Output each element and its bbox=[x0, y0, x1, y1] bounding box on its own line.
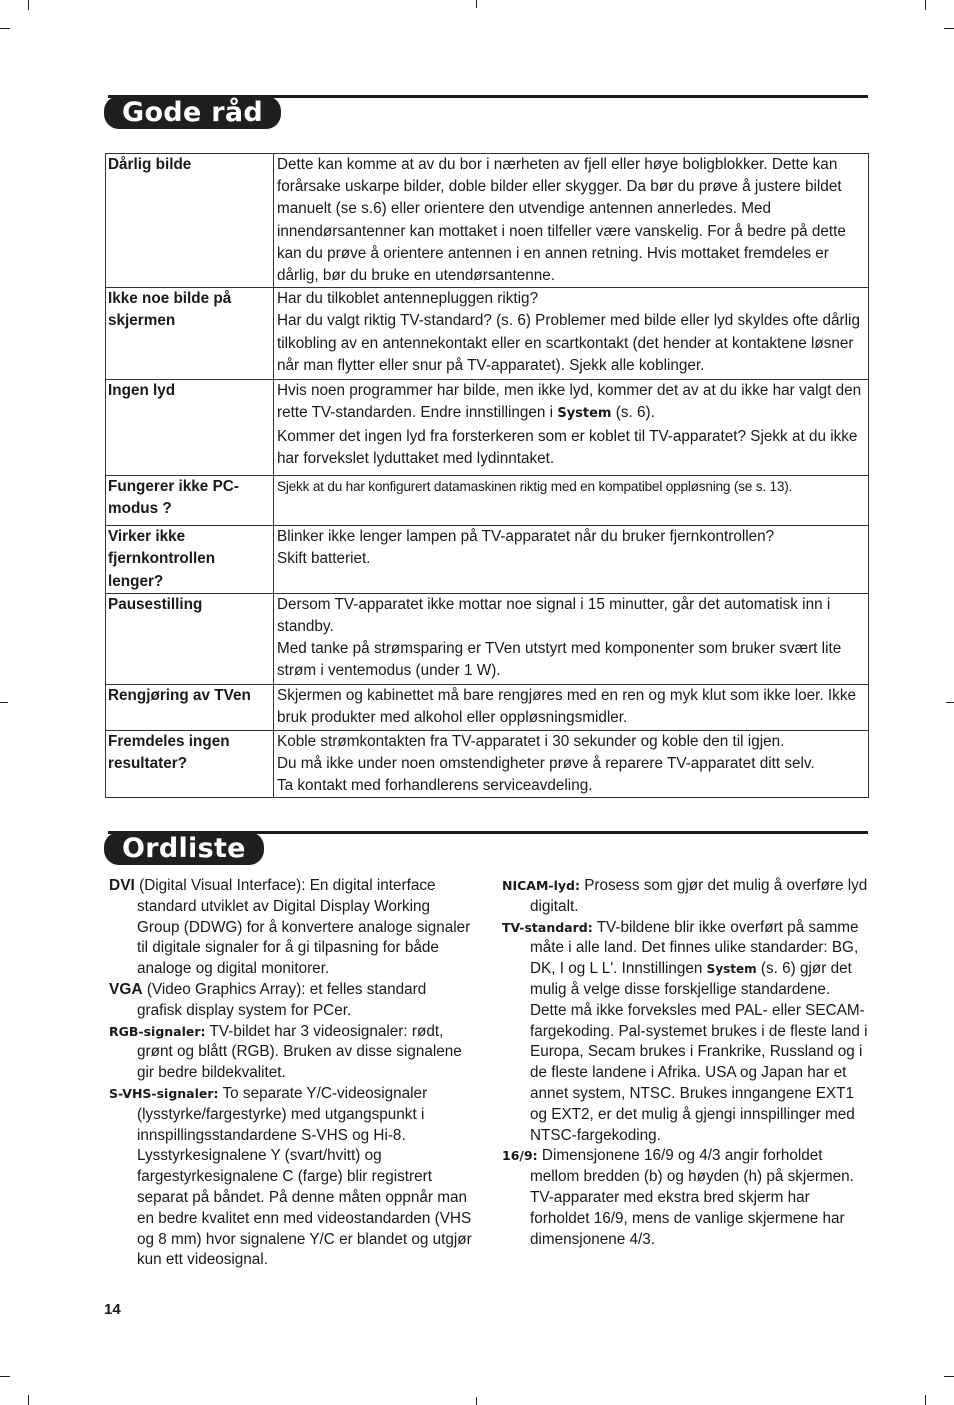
table-row bbox=[106, 476, 869, 526]
problem-cell: Virker ikke fjernkontrollen lenger? bbox=[106, 526, 274, 594]
crop-mark bbox=[476, 1397, 477, 1405]
glossary-column-right bbox=[502, 876, 868, 1250]
solution-cell bbox=[274, 476, 869, 526]
glossary-definition: (Digital Visual Interface): En digital interface standard utviklet av Digital Display Working Group (DDWG) for å konvertere analoge signaler til digitale signaler for å gi tilpasning for både analoge og digital monitorer. bbox=[134, 877, 471, 978]
table-row bbox=[106, 526, 869, 594]
solution-text: Du må ikke under noen omstendigheter prøve å reparere TV-apparatet ditt selv. bbox=[277, 755, 815, 773]
problem-cell: Rengjøring av TVen bbox=[106, 684, 274, 730]
menu-keyword: System bbox=[557, 406, 612, 422]
solution-text: Dersom TV-apparatet ikke mottar noe signal i 15 minutter, går det automatisk inn i standby. bbox=[277, 595, 831, 636]
crop-mark bbox=[0, 702, 8, 703]
solution-text: Skjermen og kabinettet må bare rengjøres med en ren og myk klut som ikke loer. Ikke bruk produkter med alkohol eller oppløsningsmidler. bbox=[277, 686, 856, 727]
solution-text: Skift batteriet. bbox=[277, 550, 371, 568]
solution-text: Sjekk at du har konfigurert datamaskinen riktig med en kompatibel oppløsning (se s. 13). bbox=[277, 479, 793, 495]
problem-cell: Ingen lyd bbox=[106, 380, 274, 476]
glossary-term: TV-standard: bbox=[502, 919, 593, 935]
glossary-column-left bbox=[109, 876, 475, 1271]
crop-mark bbox=[476, 0, 477, 8]
glossary-entry bbox=[109, 1084, 475, 1271]
solution-cell bbox=[274, 730, 869, 798]
table-row bbox=[106, 730, 869, 798]
menu-keyword: System bbox=[706, 962, 757, 977]
page-number: 14 bbox=[104, 1301, 121, 1318]
solution-text: Har du valgt riktig TV-standard? (s. 6) Problemer med bilde eller lyd skyldes ofte dårlig tilkobling av en antennekontakt eller en scartkontakt (det hender at kontaktene løsner når man flytter eller snur på TV-apparatet). Sjekk alle koblinger. bbox=[277, 312, 860, 374]
crop-mark bbox=[0, 1376, 10, 1377]
glossary-definition: Dimensjonene 16/9 og 4/3 angir forholdet mellom bredden (b) og høyden (h) på skjermen. TV-apparater med ekstra bred skjerm har forholdet 16/9, mens de vanlige skjermene har dimensjonene 4/3. bbox=[530, 1147, 854, 1248]
glossary-term: VGA bbox=[109, 980, 143, 998]
solution-cell bbox=[274, 593, 869, 684]
crop-mark bbox=[946, 702, 954, 703]
solution-text: Har du tilkoblet antennepluggen riktig? bbox=[277, 290, 539, 308]
glossary-term: RGB-signaler: bbox=[109, 1023, 206, 1039]
crop-mark bbox=[944, 28, 954, 29]
solution-text: Blinker ikke lenger lampen på TV-apparatet når du bruker fjernkontrollen? bbox=[277, 528, 775, 546]
solution-text: Hvis noen programmer har bilde, men ikke lyd, kommer det av at du ikke har valgt den rette TV-standarden. Endre innstillingen i bbox=[277, 382, 862, 422]
glossary-definition: TV-bildet har 3 videosignaler: rødt, grønt og blått (RGB). Bruken av disse signalene gir bedre bildekvalitet. bbox=[137, 1022, 462, 1082]
solution-text: Ta kontakt med forhandlerens serviceavdeling. bbox=[277, 777, 593, 795]
problem-cell: Pausestilling bbox=[106, 593, 274, 684]
solution-cell bbox=[274, 288, 869, 380]
glossary-entry bbox=[502, 1146, 868, 1250]
glossary-entry bbox=[109, 980, 475, 1022]
solution-text: Kommer det ingen lyd fra forsterkeren som er koblet til TV-apparatet? Sjekk at du ikke har forvekslet lyduttaket med lydinntaket. bbox=[277, 427, 858, 467]
crop-mark bbox=[925, 1395, 926, 1405]
crop-mark bbox=[28, 0, 29, 10]
troubleshooting-table bbox=[105, 153, 869, 798]
glossary-title: Ordliste bbox=[104, 832, 264, 865]
glossary-term: NICAM-lyd: bbox=[502, 878, 580, 893]
table-row bbox=[106, 593, 869, 684]
glossary-entry bbox=[109, 1022, 475, 1084]
crop-mark bbox=[925, 0, 926, 10]
section-title: Gode råd bbox=[104, 96, 281, 129]
solution-cell bbox=[274, 526, 869, 594]
table-row bbox=[106, 154, 869, 288]
table-row bbox=[106, 684, 869, 730]
problem-cell: Fungerer ikke PC-modus ? bbox=[106, 476, 274, 526]
glossary-definition: Prosess som gjør det mulig å overføre lyd digitalt. bbox=[530, 877, 868, 915]
glossary-term: DVI bbox=[109, 877, 135, 894]
solution-cell bbox=[274, 154, 869, 288]
glossary-entry bbox=[502, 918, 868, 1147]
crop-mark bbox=[944, 1376, 954, 1377]
table-row bbox=[106, 288, 869, 380]
problem-cell: Dårlig bilde bbox=[106, 154, 274, 288]
problem-cell: Ikke noe bilde på skjermen bbox=[106, 288, 274, 380]
solution-cell bbox=[274, 684, 869, 730]
solution-text: Koble strømkontakten fra TV-apparatet i 30 sekunder og koble den til igjen. bbox=[277, 732, 785, 750]
solution-cell bbox=[274, 380, 869, 476]
glossary-definition: (Video Graphics Array): et felles standard grafisk display system for PCer. bbox=[137, 980, 427, 1019]
solution-text: Dette kan komme at av du bor i nærheten av fjell eller høye boligblokker. Dette kan forårsake uskarpe bilder, doble bilder eller skygger. Da bør du prøve å justere bildet manuelt (se s.6) eller orientere den utvendige antennen annerledes. Med innendørsantenner kan mottaket i noen tilfeller være vanskelig. For å bedre på dette kan du prøve å orientere antennen i en annen retning. Hvis mottaket fremdeles er dårlig, bør du bruke en utendørsantenne. bbox=[277, 156, 846, 285]
problem-cell: Fremdeles ingen resultater? bbox=[106, 730, 274, 798]
solution-text: Med tanke på strømsparing er TVen utstyrt med komponenter som bruker svært lite strøm i ventemodus (under 1 W). bbox=[277, 640, 842, 680]
glossary-definition: (s. 6) gjør det mulig å velge disse forskjellige standardene. Dette må ikke forveksles med PAL- eller SECAM-fargekoding. Pal-systemet brukes i de fleste land i Europa, Secam brukes i Frankrike, Russland og i de fleste landene i Afrika. USA og Japan har et annet system, NTSC. Brukes inngangene EXT1 og EXT2, er det mulig å gjengi innspillinger med NTSC-fargekoding. bbox=[530, 960, 868, 1144]
crop-mark bbox=[0, 28, 10, 29]
glossary-term: 16/9: bbox=[502, 1148, 538, 1164]
glossary-definition: TV-bildene blir ikke overført på samme måte i alle land. Det finnes ulike standarder: BG, DK, I og L L'. Innstillingen bbox=[530, 918, 859, 978]
glossary-term: S-VHS-signaler: bbox=[109, 1085, 219, 1101]
solution-text: (s. 6). bbox=[611, 404, 655, 422]
crop-mark bbox=[28, 1395, 29, 1405]
table-row bbox=[106, 380, 869, 476]
glossary-definition: To separate Y/C-videosignaler (lysstyrke/fargestyrke) med utgangspunkt i innspillingsstandardene S-VHS og Hi-8. Lysstyrkesignalene Y (svart/hvitt) og fargestyrkesignalene C (farge) blir registrert separat på båndet. På denne måten oppnår man en bedre kvalitet enn med videostandarden (VHS og 8 mm) hvor signalene Y/C er blandet og utgjør kun ett videosignal. bbox=[137, 1084, 472, 1269]
glossary-entry bbox=[502, 876, 868, 918]
glossary-entry bbox=[109, 876, 475, 980]
